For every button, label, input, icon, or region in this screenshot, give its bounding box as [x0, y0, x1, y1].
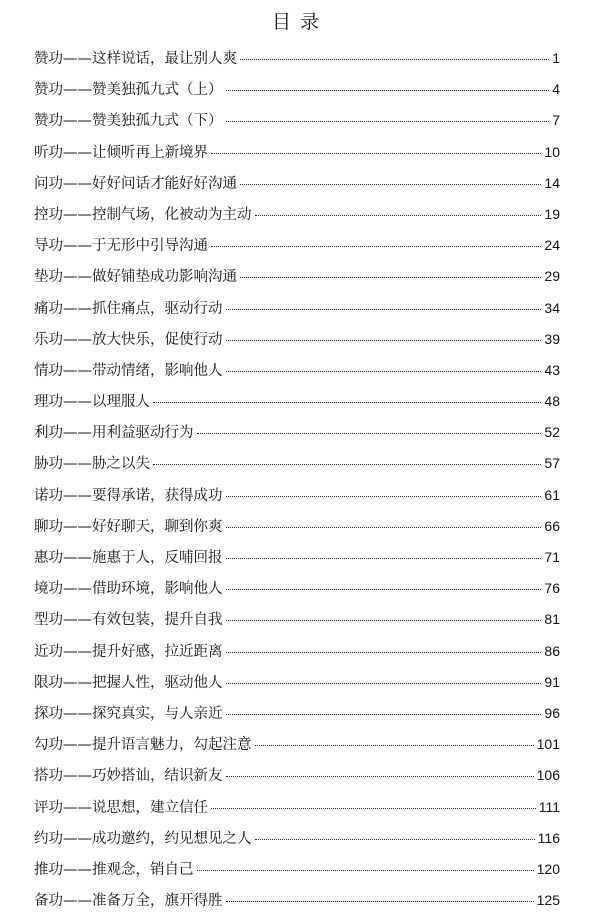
toc-entry-title: 胁功——胁之以失 [34, 456, 150, 473]
toc-entry[interactable] [34, 448, 560, 479]
toc-entry-page-number: 71 [544, 549, 560, 565]
toc-entry-page-number: 116 [537, 829, 560, 846]
toc-entry-page-number: 43 [544, 361, 560, 378]
dot-leader [226, 651, 542, 653]
toc-entry-title: 诺功——要得承诺，获得成功 [34, 487, 223, 504]
toc-entry-page-number: 111 [538, 798, 560, 815]
toc-entry-title: 痛功——抓住痛点，驱动行动 [34, 300, 223, 317]
dot-leader [211, 245, 541, 247]
toc-entry-page-number: 61 [544, 486, 560, 503]
toc-entry[interactable] [34, 137, 560, 168]
dot-leader [255, 214, 542, 216]
toc-entry-page-number: 76 [544, 580, 560, 597]
toc-entry[interactable] [34, 760, 560, 791]
toc-entry-page-number: 57 [544, 455, 560, 472]
toc-entry[interactable] [34, 43, 560, 74]
toc-entry[interactable] [34, 199, 560, 230]
toc-entry[interactable] [34, 417, 560, 448]
dot-leader [226, 339, 542, 341]
toc-entry[interactable] [34, 74, 560, 105]
dot-leader [211, 807, 536, 809]
toc-entry-page-number: 1 [552, 50, 560, 66]
toc-entry-title: 赞功——赞美独孤九式（上） [34, 82, 223, 99]
dot-leader [211, 152, 541, 154]
dot-leader [226, 308, 542, 310]
dot-leader [226, 557, 542, 559]
toc-entry-page-number: 96 [544, 704, 560, 721]
toc-entry-page-number: 106 [536, 767, 560, 784]
toc-entry-title: 控功——控制气场，化被动为主动 [34, 206, 252, 223]
dot-leader [226, 775, 534, 777]
dot-leader [255, 838, 535, 840]
toc-entry[interactable] [34, 230, 560, 261]
toc-entry[interactable] [34, 823, 560, 854]
toc-entry[interactable] [34, 792, 560, 823]
dot-leader [226, 588, 542, 590]
dot-leader [226, 370, 542, 372]
toc-entry-page-number: 86 [544, 642, 560, 659]
table-of-contents [34, 43, 560, 916]
dot-leader [255, 744, 534, 746]
toc-entry-page-number: 101 [536, 736, 560, 753]
toc-entry-page-number: 91 [544, 673, 560, 690]
dot-leader [226, 619, 542, 621]
dot-leader [226, 900, 534, 902]
toc-entry-page-number: 66 [544, 517, 560, 534]
toc-entry-title: 听功——让倾听再上新境界 [34, 144, 208, 161]
toc-entry-page-number: 52 [544, 424, 560, 441]
dot-leader [240, 183, 541, 185]
toc-entry-page-number: 39 [544, 330, 560, 347]
toc-entry-title: 搭功——巧妙搭讪，结识新友 [34, 768, 223, 785]
toc-entry[interactable] [34, 480, 560, 511]
toc-entry[interactable] [34, 604, 560, 635]
page-title: 目录 [271, 11, 328, 33]
dot-leader [226, 526, 542, 528]
toc-entry-title: 限功——把握人性，驱动他人 [34, 674, 223, 691]
dot-leader [226, 495, 542, 497]
toc-entry-title: 近功——提升好感，拉近距离 [34, 643, 223, 660]
toc-entry[interactable] [34, 293, 560, 324]
toc-entry-title: 情功——带动情绪，影响他人 [34, 362, 223, 379]
toc-entry-page-number: 10 [544, 143, 560, 160]
toc-entry-title: 型功——有效包装，提升自我 [34, 612, 223, 629]
toc-entry[interactable] [34, 667, 560, 698]
toc-entry-title: 约功——成功邀约，约见想见之人 [34, 830, 252, 847]
dot-leader [226, 713, 542, 715]
toc-entry[interactable] [34, 698, 560, 729]
toc-entry[interactable] [34, 542, 560, 573]
dot-leader [226, 120, 550, 122]
toc-entry-page-number: 19 [544, 205, 560, 222]
toc-entry-title: 惠功——施惠于人，反哺回报 [34, 550, 223, 566]
toc-entry[interactable] [34, 511, 560, 542]
dot-leader [197, 869, 534, 871]
toc-entry-page-number: 29 [544, 268, 560, 285]
toc-entry-title: 导功——于无形中引导沟通 [34, 238, 208, 255]
toc-entry-title: 利功——用利益驱动行为 [34, 425, 194, 442]
toc-entry[interactable] [34, 729, 560, 760]
toc-entry[interactable] [34, 885, 560, 916]
toc-entry-title: 问功——好好问话才能好好沟通 [34, 175, 237, 192]
toc-entry-title: 赞功——这样说话，最让别人爽 [34, 51, 237, 67]
dot-leader [240, 276, 541, 278]
toc-entry-title: 赞功——赞美独孤九式（下） [34, 113, 223, 130]
toc-entry-page-number: 24 [544, 237, 560, 254]
toc-entry-title: 推功——推观念，销自己 [34, 861, 194, 878]
toc-entry-title: 垫功——做好铺垫成功影响沟通 [34, 269, 237, 286]
toc-entry-page-number: 4 [552, 81, 560, 98]
toc-entry-page-number: 34 [544, 299, 560, 316]
toc-entry[interactable] [34, 261, 560, 292]
toc-entry[interactable] [34, 105, 560, 136]
toc-entry[interactable] [34, 168, 560, 199]
dot-leader [153, 401, 541, 403]
toc-entry-title: 勾功——提升语言魅力，勾起注意 [34, 737, 252, 754]
toc-entry-page-number: 7 [552, 112, 560, 129]
dot-leader [226, 89, 550, 91]
toc-entry[interactable] [34, 355, 560, 386]
toc-entry[interactable] [34, 854, 560, 885]
dot-leader [153, 463, 541, 465]
toc-entry-title: 聊功——好好聊天，聊到你爽 [34, 518, 223, 535]
toc-entry[interactable] [34, 324, 560, 355]
toc-entry-page-number: 14 [544, 174, 560, 191]
toc-entry-page-number: 81 [544, 611, 560, 628]
toc-entry-title: 评功——说思想，建立信任 [34, 799, 208, 816]
toc-entry[interactable] [34, 636, 560, 667]
toc-entry-title: 乐功——放大快乐，促使行动 [34, 331, 223, 348]
toc-entry[interactable] [34, 573, 560, 604]
toc-entry-page-number: 125 [536, 892, 560, 909]
dot-leader [226, 682, 542, 684]
toc-entry-title: 理功——以理服人 [34, 394, 150, 411]
dot-leader [197, 432, 542, 434]
toc-entry-title: 境功——借助环境，影响他人 [34, 581, 223, 598]
toc-entry-page-number: 120 [536, 860, 560, 877]
toc-entry-title: 探功——探究真实，与人亲近 [34, 705, 223, 722]
dot-leader [240, 58, 549, 60]
toc-entry-title: 备功——准备万全，旗开得胜 [34, 893, 223, 910]
toc-entry[interactable] [34, 386, 560, 417]
toc-entry-page-number: 48 [544, 393, 560, 410]
